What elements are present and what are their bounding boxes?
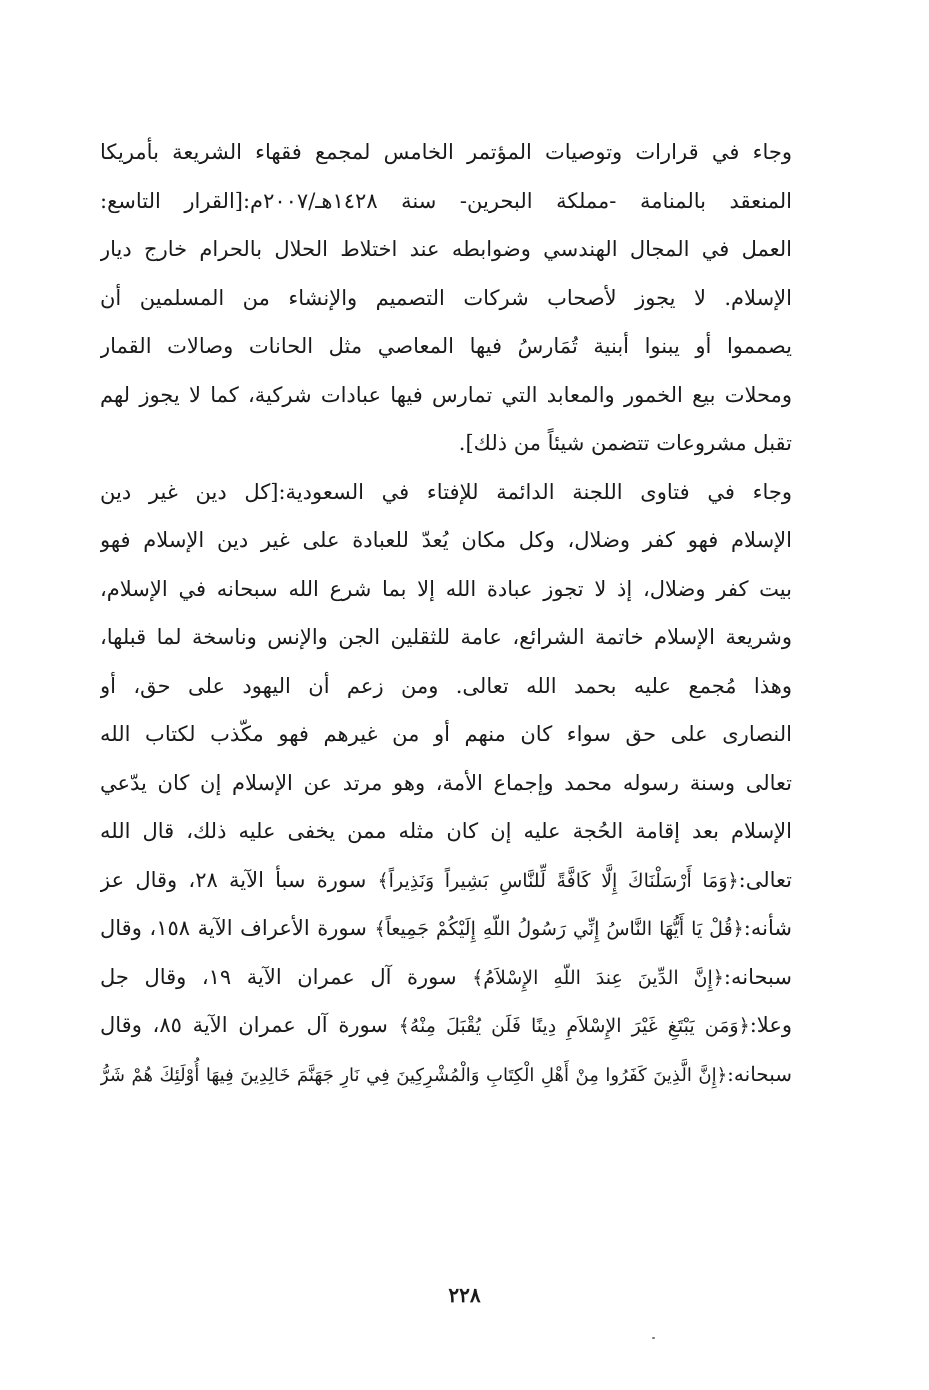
verse-intro: شأنه: [743, 916, 792, 940]
text-line: المنعقد بالمنامة -مملكة البحرين- سنة ١٤٢٨هـ/٢٠٠٧م:[القرار التاسع: [100, 188, 792, 213]
text-line: الإسلام. لا يجوز لأصحاب شركات التصميم والإنشاء من المسلمين أن [100, 285, 792, 310]
paragraph-lajna-fatawa [100, 468, 792, 1099]
page-number: ٢٢٨ [448, 1283, 481, 1307]
verse-line [100, 1001, 792, 1050]
text-line: ومحلات بيع الخمور والمعابد التي تمارس فيها عبادات شركية، كما لا يجوز لهم [100, 382, 792, 407]
text-line: وجاء في قرارات وتوصيات المؤتمر الخامس لمجمع فقهاء الشريعة بأمريكا [100, 140, 792, 164]
verse-intro: تعالى: [738, 867, 792, 892]
verse-citation: سورة آل عمران الآية ١٩، وقال جل [100, 964, 473, 989]
text-line: وشريعة الإسلام خاتمة الشرائع، عامة للثقلين الجن والإنس وناسخة لما قبلها، [100, 625, 792, 649]
verse-line [100, 904, 792, 953]
text-line: النصارى على حق سواء كان منهم أو من غيرهم فهو مكّذب لكتاب الله [100, 722, 792, 746]
page-body-text [100, 128, 792, 1098]
scan-speck [652, 1337, 655, 1339]
verse-line [100, 856, 792, 905]
verse-citation: سورة سبأ الآية ٢٨، وقال عز [100, 867, 378, 892]
text-line: يصمموا أو يبنوا أبنية تُمَارسُ فيها المعاصي مثل الحانات وصالات القمار [100, 334, 792, 358]
text-line: الإسلام بعد إقامة الحُجة عليه إن كان مثله ممن يخفى عليه ذلك، قال الله [100, 819, 792, 843]
paragraph-majma-fuqaha [100, 128, 792, 468]
verse-line [100, 1050, 792, 1099]
text-line: بيت كفر وضلال، إذ لا تجوز عبادة الله إلا بما شرع الله سبحانه في الإسلام، [100, 576, 792, 601]
verse-intro: سبحانه: [727, 1061, 792, 1086]
verse-citation: سورة الأعراف الآية ١٥٨، وقال [100, 916, 375, 940]
verse-intro: سبحانه: [723, 964, 792, 989]
verse-intro: وعلا: [749, 1013, 792, 1037]
verse-line [100, 953, 792, 1002]
quran-verse: ﴿إِنَّ الَّذِينَ كَفَرُوا مِنْ أَهْلِ الْكِتَابِ وَالْمُشْرِكِينَ فِي نَارِ جَهَنَّمَ خَالِدِينَ فِيهَا أُوْلَئِكَ هُمْ شَرُّ [100, 1064, 728, 1086]
text-line: العمل في المجال الهندسي وضوابطه عند اختلاط الحلال بالحرام خارج ديار [100, 237, 792, 261]
text-line: الإسلام فهو كفر وضلال، وكل مكان يُعدّ للعبادة على غير دين الإسلام فهو [100, 528, 792, 552]
text-line: وهذا مُجمع عليه بحمد الله تعالى. ومن زعم أن اليهود على حق، أو [100, 673, 792, 698]
quran-verse: ﴿قُلْ يَا أَيُّهَا النَّاسُ إِنِّي رَسُولُ اللّهِ إِلَيْكُمْ جَمِيعاً﴾ [374, 918, 744, 940]
text-line: تعالى وسنة رسوله محمد وإجماع الأمة، وهو مرتد عن الإسلام إن كان يدّعي [100, 770, 792, 795]
text-line: تقبل مشروعات تتضمن شيئاً من ذلك]. [458, 431, 792, 455]
text-line: وجاء في فتاوى اللجنة الدائمة للإفتاء في السعودية:[كل دين غير دين [100, 479, 792, 504]
quran-verse: ﴿وَمَن يَبْتَغِ غَيْرَ الإِسْلاَمِ دِينًا فَلَن يُقْبَلَ مِنْهُ﴾ [398, 1015, 750, 1037]
quran-verse: ﴿وَمَا أَرْسَلْنَاكَ إِلَّا كَافَّةً لِّلنَّاسِ بَشِيراً وَنَذِيراً﴾ [377, 869, 739, 892]
verse-citation: سورة آل عمران الآية ٨٥، وقال [100, 1013, 399, 1037]
quran-verse: ﴿إِنَّ الدِّينَ عِندَ اللّهِ الإِسْلاَمُ﴾ [472, 966, 724, 989]
